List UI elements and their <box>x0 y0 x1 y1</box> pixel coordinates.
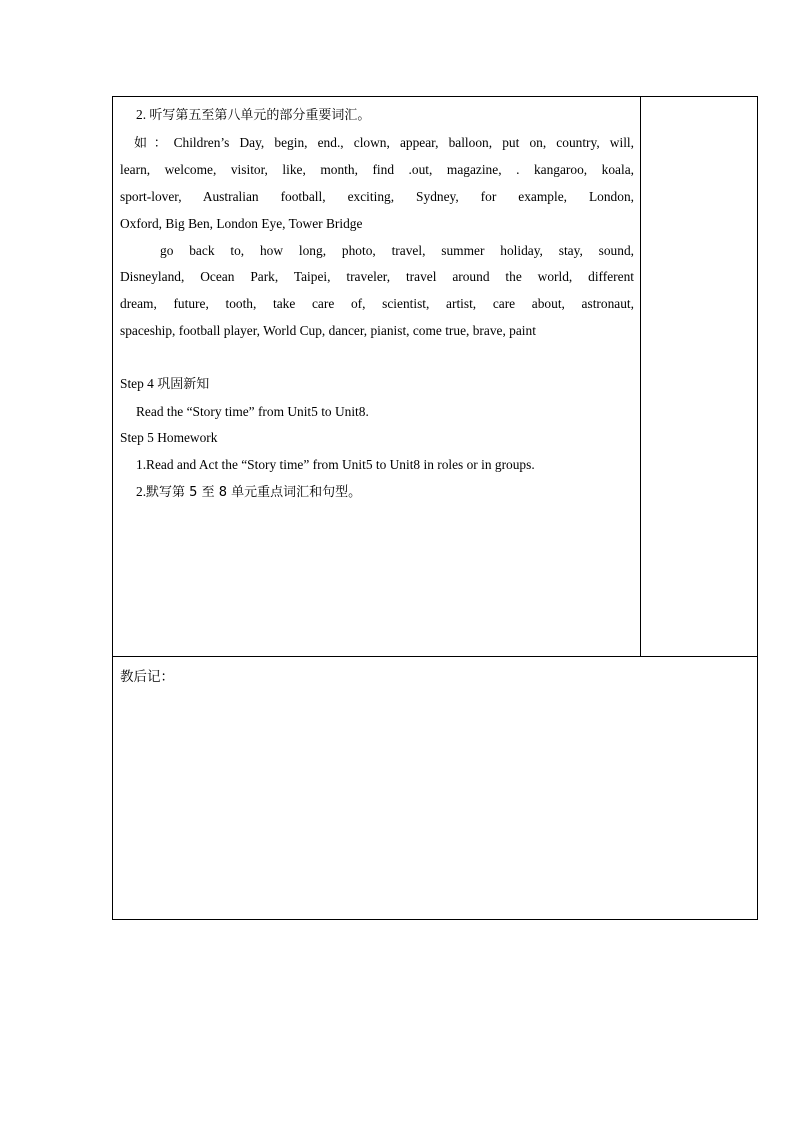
vocab-line: dream, future, tooth, take care of, scientist, artist, care about, astronaut, <box>120 295 634 311</box>
table-row <box>113 657 758 920</box>
spacer <box>120 344 634 371</box>
step4-title-cn: 巩固新知 <box>157 377 210 393</box>
step4-body: Read the “Story time” from Unit5 to Unit8. <box>136 403 369 419</box>
step5-heading: Step 5 Homework <box>120 430 218 446</box>
vocab-line: Oxford, Big Ben, London Eye, Tower Bridge <box>120 215 363 231</box>
teaching-process-content <box>113 97 640 507</box>
teaching-process-cell <box>113 97 641 657</box>
lesson-plan-table <box>112 96 758 920</box>
dictation-heading-text: 听写第五至第八单元的部分重要词汇。 <box>149 108 371 123</box>
table-row <box>113 97 758 657</box>
homework-item-text: 默写第 5 至 8 单元重点词汇和句型。 <box>146 484 362 500</box>
step4-title: Step 4 <box>120 376 154 392</box>
reflection-cell <box>113 657 758 920</box>
notes-side-cell <box>641 97 758 657</box>
vocab-line: learn, welcome, visitor, like, month, find .out, magazine, . kangaroo, koala, <box>120 162 634 178</box>
homework-item-number: 2. <box>136 483 147 499</box>
vocab-line: spaceship, football player, World Cup, dancer, pianist, come true, brave, paint <box>120 322 536 338</box>
vocab-line <box>120 130 634 158</box>
step4-heading <box>120 371 634 399</box>
dictation-heading-number: 2. <box>136 107 147 122</box>
homework-item: 1.Read and Act the “Story time” from Unit5 to Unit8 in roles or in groups. <box>136 457 535 473</box>
vocab-text: Children’s Day, begin, end., clown, appear, balloon, put on, country, will, <box>173 134 634 150</box>
vocab-line: sport-lover, Australian football, exciting, Sydney, for example, London, <box>120 189 634 205</box>
reflection-label: 教后记： <box>120 669 174 685</box>
homework-item <box>120 479 634 507</box>
vocab-line: go back to, how long, photo, travel, summer holiday, stay, sound, <box>160 242 634 258</box>
vocab-line: Disneyland, Ocean Park, Taipei, traveler, travel around the world, different <box>120 269 634 285</box>
example-prefix: 如： <box>134 135 174 151</box>
dictation-heading <box>120 102 634 130</box>
